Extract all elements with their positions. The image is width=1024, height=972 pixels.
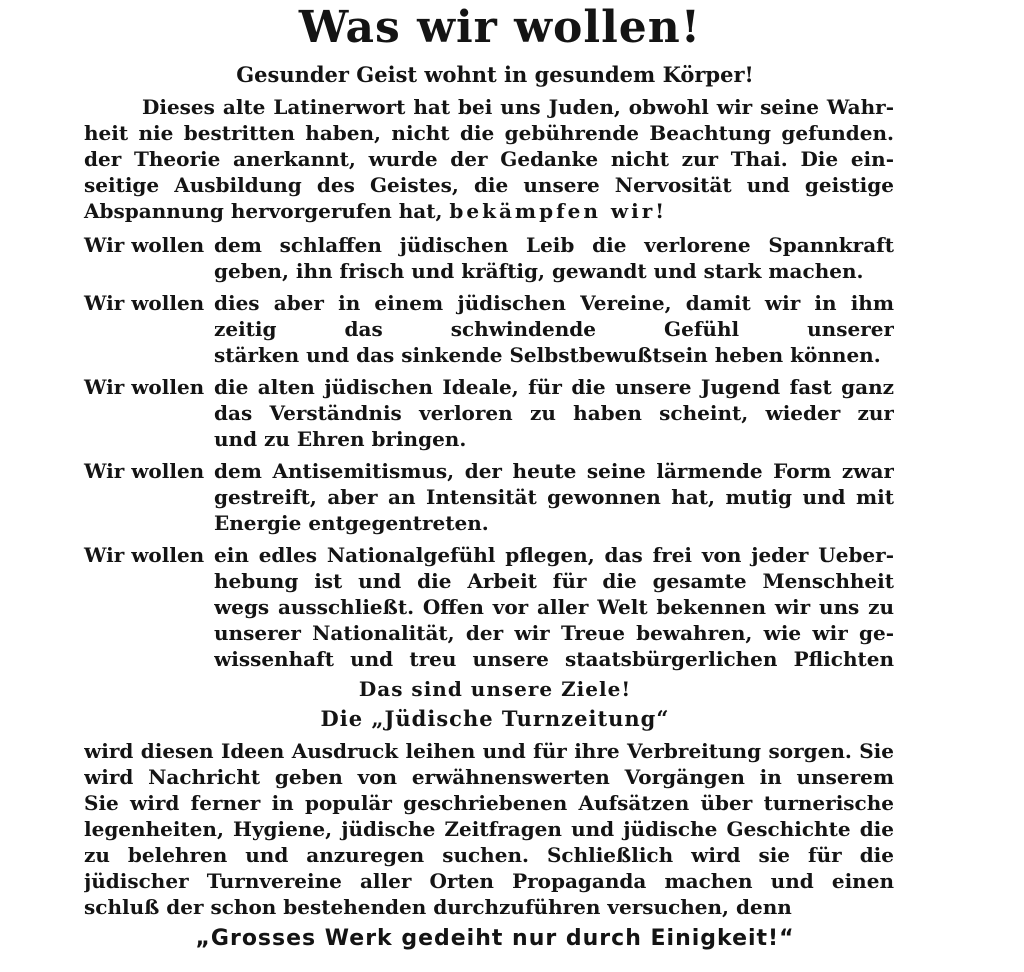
- goal-line: unserer Nationalität, der wir Treue bewahren, wie wir ge-: [214, 621, 894, 645]
- goal-line: dem schlaffen jüdischen Leib die verlorene Spannkraft: [214, 233, 894, 257]
- newspaper-line: zu belehren und anzuregen suchen. Schließlich wird sie für die: [84, 843, 894, 867]
- goal-line: gestreift, aber an Intensität gewonnen hat, mutig und mit: [214, 485, 894, 509]
- goal-line: dies aber in einem jüdischen Vereine, damit wir in ihm: [214, 291, 894, 315]
- intro-emphasis: bekämpfen wir!: [449, 199, 668, 223]
- intro-line: seitige Ausbildung des Geistes, die unsere Nervosität und geistige: [84, 173, 894, 197]
- goal-line: stärken und das sinkende Selbstbewußtsein heben können.: [214, 343, 881, 367]
- intro-line: heit nie bestritten haben, nicht die gebührende Beachtung gefunden.: [84, 121, 894, 145]
- intro-line: [84, 198, 667, 224]
- newspaper-line: jüdischer Turnvereine aller Orten Propaganda machen und einen: [84, 869, 894, 893]
- newspaper-line: legenheiten, Hygiene, jüdische Zeitfragen und jüdische Geschichte die: [84, 817, 894, 841]
- goal-line: wegs ausschließt. Offen vor aller Welt bekennen wir uns zu: [214, 595, 894, 619]
- goal-line: geben, ihn frisch und kräftig, gewandt und stark machen.: [214, 259, 864, 283]
- newspaper-line: schluß der schon bestehenden durchzuführen versuchen, denn: [84, 895, 792, 919]
- goal-line: wissenhaft und treu unsere staatsbürgerlichen Pflichten: [214, 647, 894, 671]
- page-title: Was wir wollen!: [298, 2, 702, 53]
- goal-line: zeitig das schwindende Gefühl unserer: [214, 317, 894, 341]
- goal-lead: Wir wollen: [84, 543, 205, 567]
- closing-motto: „Grosses Werk gedeiht nur durch Einigkeit!“: [195, 926, 795, 951]
- goal-line: Energie entgegentreten.: [214, 511, 489, 535]
- aims-heading: Das sind unsere Ziele!: [358, 677, 632, 701]
- goal-line: ein edles Nationalgefühl pflegen, das frei von jeder Ueber-: [214, 543, 894, 567]
- intro-line-text: Abspannung hervorgerufen hat,: [84, 199, 443, 223]
- subtitle: Gesunder Geist wohnt in gesundem Körper!: [236, 62, 754, 87]
- newspaper-heading: Die „Jüdische Turnzeitung“: [320, 706, 670, 731]
- goal-line: und zu Ehren bringen.: [214, 427, 467, 451]
- goal-lead: Wir wollen: [84, 459, 205, 483]
- newspaper-line: wird Nachricht geben von erwähnenswerten Vorgängen in unserem: [84, 765, 894, 789]
- intro-line: der Theorie anerkannt, wurde der Gedanke nicht zur Thai. Die ein-: [84, 147, 894, 171]
- goal-lead: Wir wollen: [84, 375, 205, 399]
- goal-line: dem Antisemitismus, der heute seine lärmende Form zwar: [214, 459, 894, 483]
- newspaper-line: Sie wird ferner in populär geschriebenen Aufsätzen über turnerische: [84, 791, 894, 815]
- goal-lead: Wir wollen: [84, 233, 205, 257]
- newspaper-line: wird diesen Ideen Ausdruck leihen und für ihre Verbreitung sorgen. Sie: [84, 739, 894, 763]
- goal-line: hebung ist und die Arbeit für die gesamte Menschheit: [214, 569, 894, 593]
- goal-lead: Wir wollen: [84, 291, 205, 315]
- goal-line: die alten jüdischen Ideale, für die unsere Jugend fast ganz: [214, 375, 894, 399]
- intro-line: Dieses alte Latinerwort hat bei uns Juden, obwohl wir seine Wahr-: [142, 95, 894, 119]
- goal-line: das Verständnis verloren zu haben scheint, wieder zur: [214, 401, 894, 425]
